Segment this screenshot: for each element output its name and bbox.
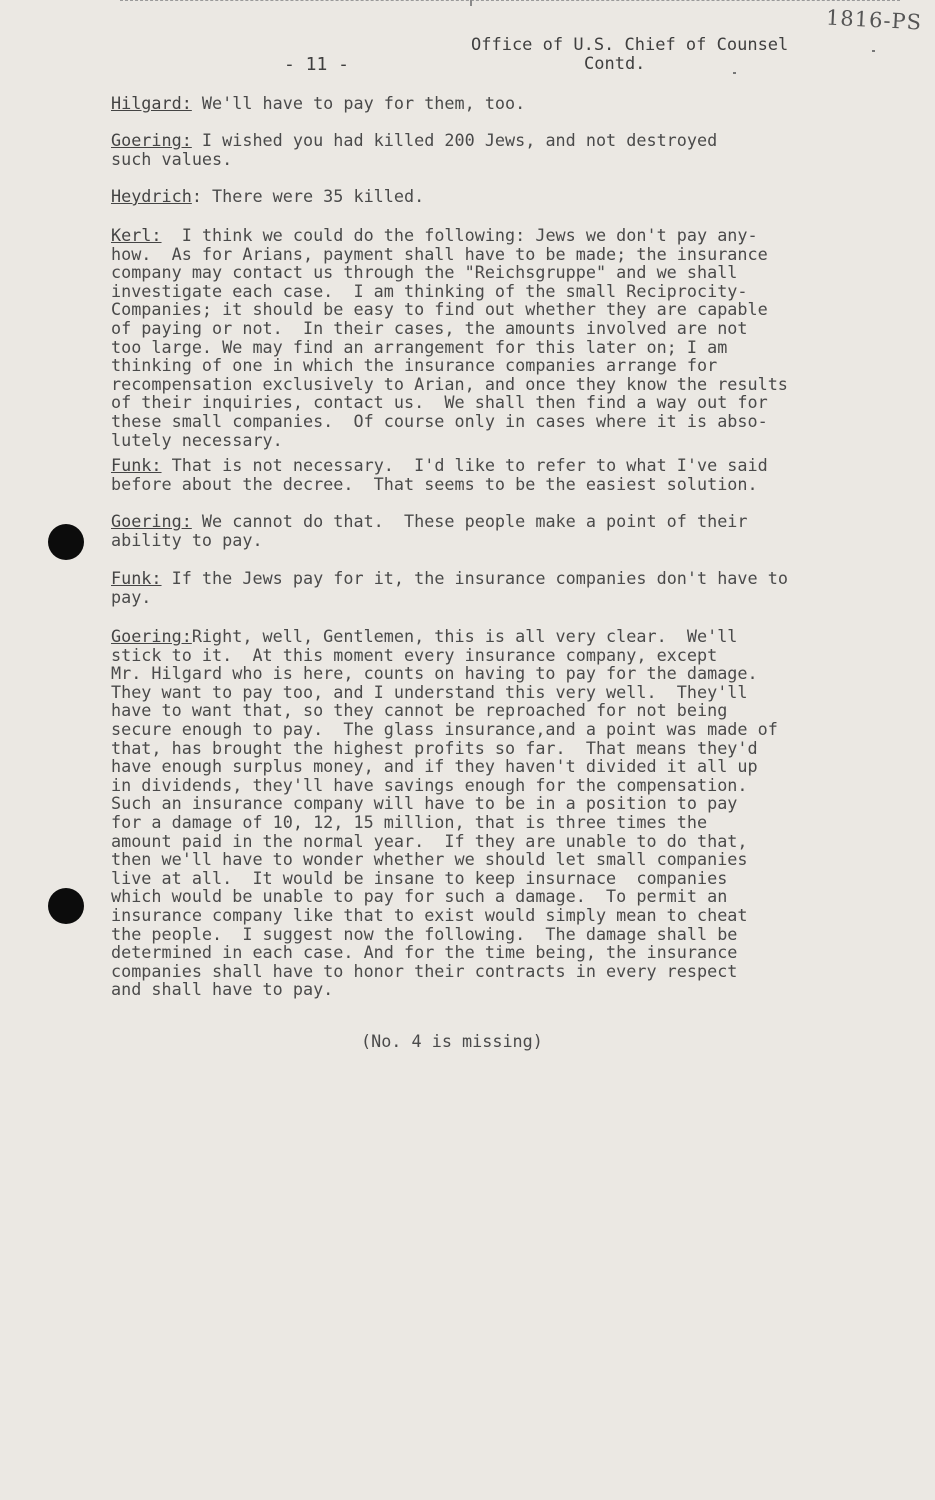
top-edge-rule: [120, 0, 900, 1]
dialogue-paragraph: [111, 627, 893, 999]
dialogue-text: I think we could do the following: Jews we don't pay any- how. As for Arians, payment shall have to be made; the insurance company may contact us through the "Reichsgruppe" and we shall investigate each case. I am thinking of the small Reciprocity- Companies; it should be easy to find out whether they are capable of paying or not. In their cases, the amounts involved are not too large. We may find an arrangement for this later on; I am thinking of one in which the insurance companies arrange for recompensation exclusively to Arian, and once they know the results of their inquiries, contact us. We shall then find a way out for these small companies. Of course only in cases where it is abso- lutely necessary.: [111, 225, 788, 450]
speaker-name: Goering:: [111, 626, 192, 646]
office-line-2: Contd.: [584, 54, 646, 74]
dialogue-paragraph: [111, 94, 893, 113]
office-line-1: Office of U.S. Chief of Counsel: [471, 35, 789, 55]
dialogue-paragraph: [111, 226, 893, 449]
office-header: [471, 36, 788, 74]
dialogue-text: : There were 35 killed.: [191, 186, 425, 206]
dialogue-paragraph: [111, 456, 893, 493]
speaker-name: Funk:: [111, 568, 162, 588]
dialogue-paragraph: [111, 187, 893, 206]
punch-hole-lower: [48, 888, 84, 924]
dialogue-text: I wished you had killed 200 Jews, and not destroyed such values.: [111, 130, 718, 169]
speaker-name: Funk:: [111, 455, 162, 475]
dialogue-paragraph: [111, 131, 893, 168]
speaker-name: Goering:: [111, 130, 192, 150]
stray-mark: [872, 50, 875, 52]
dialogue-text: We'll have to pay for them, too.: [191, 93, 526, 113]
dialogue-text: Right, well, Gentlemen, this is all very clear. We'll stick to it. At this moment every insurance company, except Mr. Hilgard who is here, counts on having to pay for the damage. They want to pay too, and I understand this very well. They'll have to want that, so they cannot be reproached for not being secure enough to pay. The glass insurance,and a point was made of that, has brought the highest profits so far. That means they'd have enough surplus money, and if they haven't divided it all up in dividends, they'll have savings enough for the compensation. Such an insurance company will have to be in a position to pay for a damage of 10, 12, 15 million, that is three times the amount paid in the normal year. If they are unable to do that, then we'll have to wonder whether we should let small companies live at all. It would be insane to keep insurnace companies which would be unable to pay for such a damage. To permit an insurance company like that to exist would simply mean to cheat the people. I suggest now the following. The damage shall be determined in each case. And for the time being, the insurance companies shall have to honor their contracts in every respect and shall have to pay.: [111, 626, 778, 1000]
dialogue-paragraph: [111, 569, 893, 606]
missing-note: (No. 4 is missing): [361, 1031, 543, 1051]
top-edge-tick: [470, 0, 472, 6]
dialogue-text: If the Jews pay for it, the insurance companies don't have to pay.: [111, 568, 788, 607]
document-id: 1816-PS: [825, 5, 923, 35]
page-number: - 11 -: [284, 54, 350, 75]
stray-mark: [733, 72, 736, 74]
speaker-name: Kerl:: [111, 225, 162, 245]
speaker-name: Hilgard:: [111, 93, 192, 113]
dialogue-paragraph: [111, 512, 893, 549]
punch-hole-upper: [48, 524, 84, 560]
speaker-name: Heydrich: [111, 186, 192, 206]
dialogue-text: That is not necessary. I'd like to refer to what I've said before about the decree. That seems to be the easiest solution.: [111, 455, 768, 494]
speaker-name: Goering:: [111, 511, 192, 531]
dialogue-text: We cannot do that. These people make a point of their ability to pay.: [111, 511, 748, 550]
